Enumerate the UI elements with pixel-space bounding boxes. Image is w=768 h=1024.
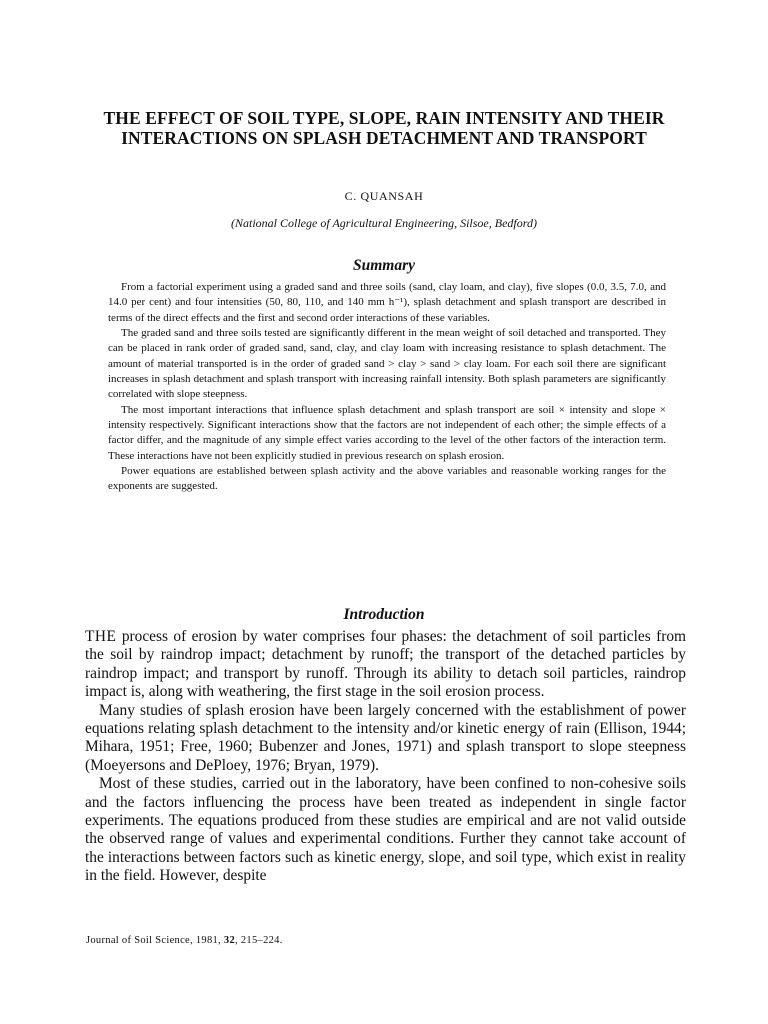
journal-volume: 32: [223, 935, 236, 946]
author-affiliation: (National College of Agricultural Engineering, Silsoe, Bedford): [231, 216, 537, 230]
opening-word: THE: [85, 628, 117, 645]
author-name: C. QUANSAH: [344, 189, 424, 203]
journal-citation: [86, 934, 283, 947]
introduction-paragraph: [85, 628, 686, 702]
summary-paragraph: From a factorial experiment using a graded sand and three soils (sand, clay loam, and clay), five slopes (0.0, 3.5, 7.0, and 14.0 per cent) and four intensities (50, 80, 110, and 140 mm h⁻¹), splash detachment and splash transport are described in terms of the direct effects and the first and second order interactions of these variables.: [108, 281, 666, 324]
summary-body: [108, 280, 666, 495]
summary-paragraph: The graded sand and three soils tested are significantly different in the mean weight of soil detached and transported. They can be placed in rank order of graded sand, sand, clay, and clay loam with increasing resistance to splash detachment. The amount of material transported is in the order of graded sand > clay > sand > clay loam. For each soil there are significant increases in splash detachment and splash transport with increasing rainfall intensity. Both splash parameters are significantly correlated with slope steepness.: [108, 327, 666, 401]
article-title: THE EFFECT OF SOIL TYPE, SLOPE, RAIN INTENSITY AND THEIR INTERACTIONS ON SPLASH DETACHMENT AND TRANSPORT: [103, 108, 665, 148]
introduction-paragraph: Many studies of splash erosion have been largely concerned with the establishment of power equations relating splash detachment to the intensity and/or kinetic energy of rain (Ellison, 1944; Mihara, 1951; Free, 1960; Bubenzer and Jones, 1971) and splash transport to slope steepness (Moeyersons and DePloey, 1976; Bryan, 1979).: [85, 701, 686, 774]
introduction-body: [85, 628, 686, 886]
journal-name: Journal of Soil Science, 1981,: [86, 935, 224, 946]
introduction-paragraph-text: process of erosion by water comprises four phases: the detachment of soil particles from the soil by raindrop impact; detachment by runoff; the transport of the detached particles by raindrop impact; and transport by runoff. Through its ability to detach soil particles, raindrop impact is, along with weathering, the first stage in the soil erosion process.: [85, 628, 686, 701]
summary-heading: Summary: [352, 257, 415, 274]
summary-paragraph: Power equations are established between splash activity and the above variables and reasonable working ranges for the exponents are suggested.: [108, 465, 666, 493]
introduction-paragraph: Most of these studies, carried out in the laboratory, have been confined to non-cohesive soils and the factors influencing the process have been treated as independent in single factor experiments. The equations produced from these studies are empirical and are not valid outside the observed range of values and experimental conditions. Further they cannot take account of the interactions between factors such as kinetic energy, slope, and soil type, which exist in reality in the field. However, despite: [85, 775, 686, 885]
summary-paragraph: The most important interactions that influence splash detachment and splash transport are soil × intensity and slope × intensity respectively. Significant interactions show that the factors are not independent of each other; the simple effects of a factor differ, and the magnitude of any simple effect varies according to the level of the other factors of the interaction term. These interactions have not been explicitly studied in previous research on splash erosion.: [108, 403, 666, 462]
journal-pages: , 215–224.: [235, 935, 283, 946]
introduction-heading: Introduction: [343, 606, 425, 623]
